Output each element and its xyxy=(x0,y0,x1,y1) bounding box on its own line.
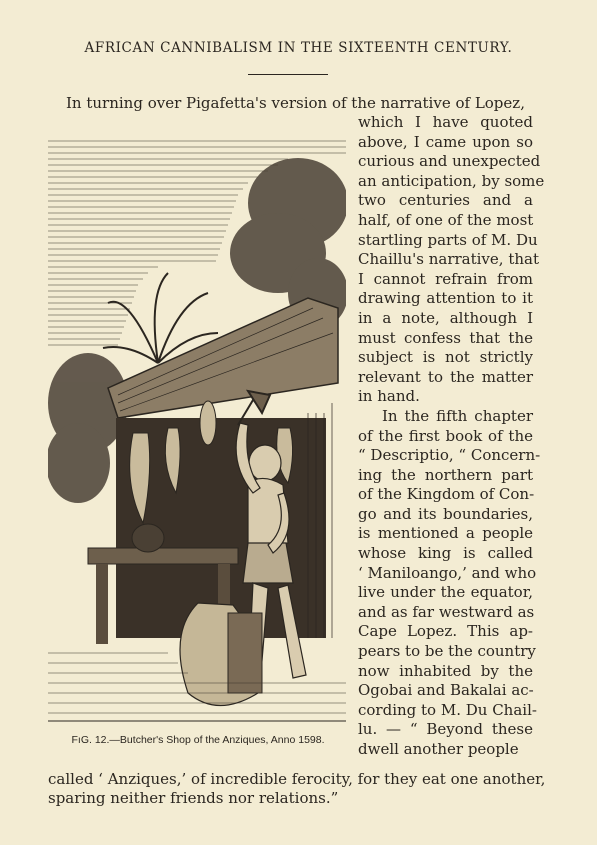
column-line: startling parts of M. Du xyxy=(358,230,538,249)
column-line: In the fifth chapter xyxy=(382,406,533,425)
column-line: dwell another people xyxy=(358,740,519,758)
column-line: “ Descriptio, “ Concern- xyxy=(358,446,541,465)
column-line: whose king is called xyxy=(358,544,533,563)
column-line: curious and unexpected xyxy=(358,152,541,171)
column-line: in a note, although I xyxy=(358,308,533,327)
column-line: relevant to the matter xyxy=(358,367,533,386)
column-line: ing the northern part xyxy=(358,465,533,484)
figure-caption: FıG. 12.—Butcher's Shop of the Anziques, Anno 1598. xyxy=(71,734,325,746)
column-line: in hand. xyxy=(358,387,420,406)
column-line: go and its boundaries, xyxy=(358,504,533,523)
column-line: which I have quoted xyxy=(358,113,533,131)
column-line: and as far westward as xyxy=(358,602,535,621)
engraving-image xyxy=(48,133,346,723)
closing-line: sparing neither friends nor relations.” xyxy=(48,789,339,807)
column-line: Chaillu's narrative, that xyxy=(358,250,539,269)
column-line: is mentioned a people xyxy=(358,524,533,543)
illustration-butcher-shop xyxy=(48,133,346,723)
column-text xyxy=(358,113,545,760)
closing-text xyxy=(48,770,546,808)
column-line: live under the equator, xyxy=(358,583,533,602)
column-line: must confess that the xyxy=(358,328,533,347)
column-line: Cape Lopez. This ap- xyxy=(358,622,533,641)
column-line: above, I came upon so xyxy=(358,132,533,151)
column-line: subject is not strictly xyxy=(358,348,533,367)
header-rule xyxy=(248,74,328,75)
column-line: two centuries and a xyxy=(358,191,533,210)
paragraph-first-line: In turning over Pigafetta's version of the narrative of Lopez, xyxy=(66,94,525,112)
column-line: lu. — “ Beyond these xyxy=(358,720,533,739)
column-line: ‘ Maniloango,’ and who xyxy=(358,563,537,582)
running-header: AFRICAN CANNIBALISM IN THE SIXTEENTH CENTURY. xyxy=(84,40,513,56)
column-line: of the first book of the xyxy=(358,426,533,445)
column-line: Ogobai and Bakalai ac- xyxy=(358,681,534,700)
column-line: of the Kingdom of Con- xyxy=(358,485,535,504)
column-line: cording to M. Du Chail- xyxy=(358,700,537,719)
column-line: now inhabited by the xyxy=(358,661,533,680)
column-line: I cannot refrain from xyxy=(358,269,533,288)
column-line: half, of one of the most xyxy=(358,210,534,229)
column-line: an anticipation, by some xyxy=(358,171,545,190)
closing-line: called ‘ Anziques,’ of incredible ferocity, for they eat one another, xyxy=(48,770,546,788)
column-line: drawing attention to it xyxy=(358,289,533,308)
column-line: pears to be the country xyxy=(358,642,536,661)
